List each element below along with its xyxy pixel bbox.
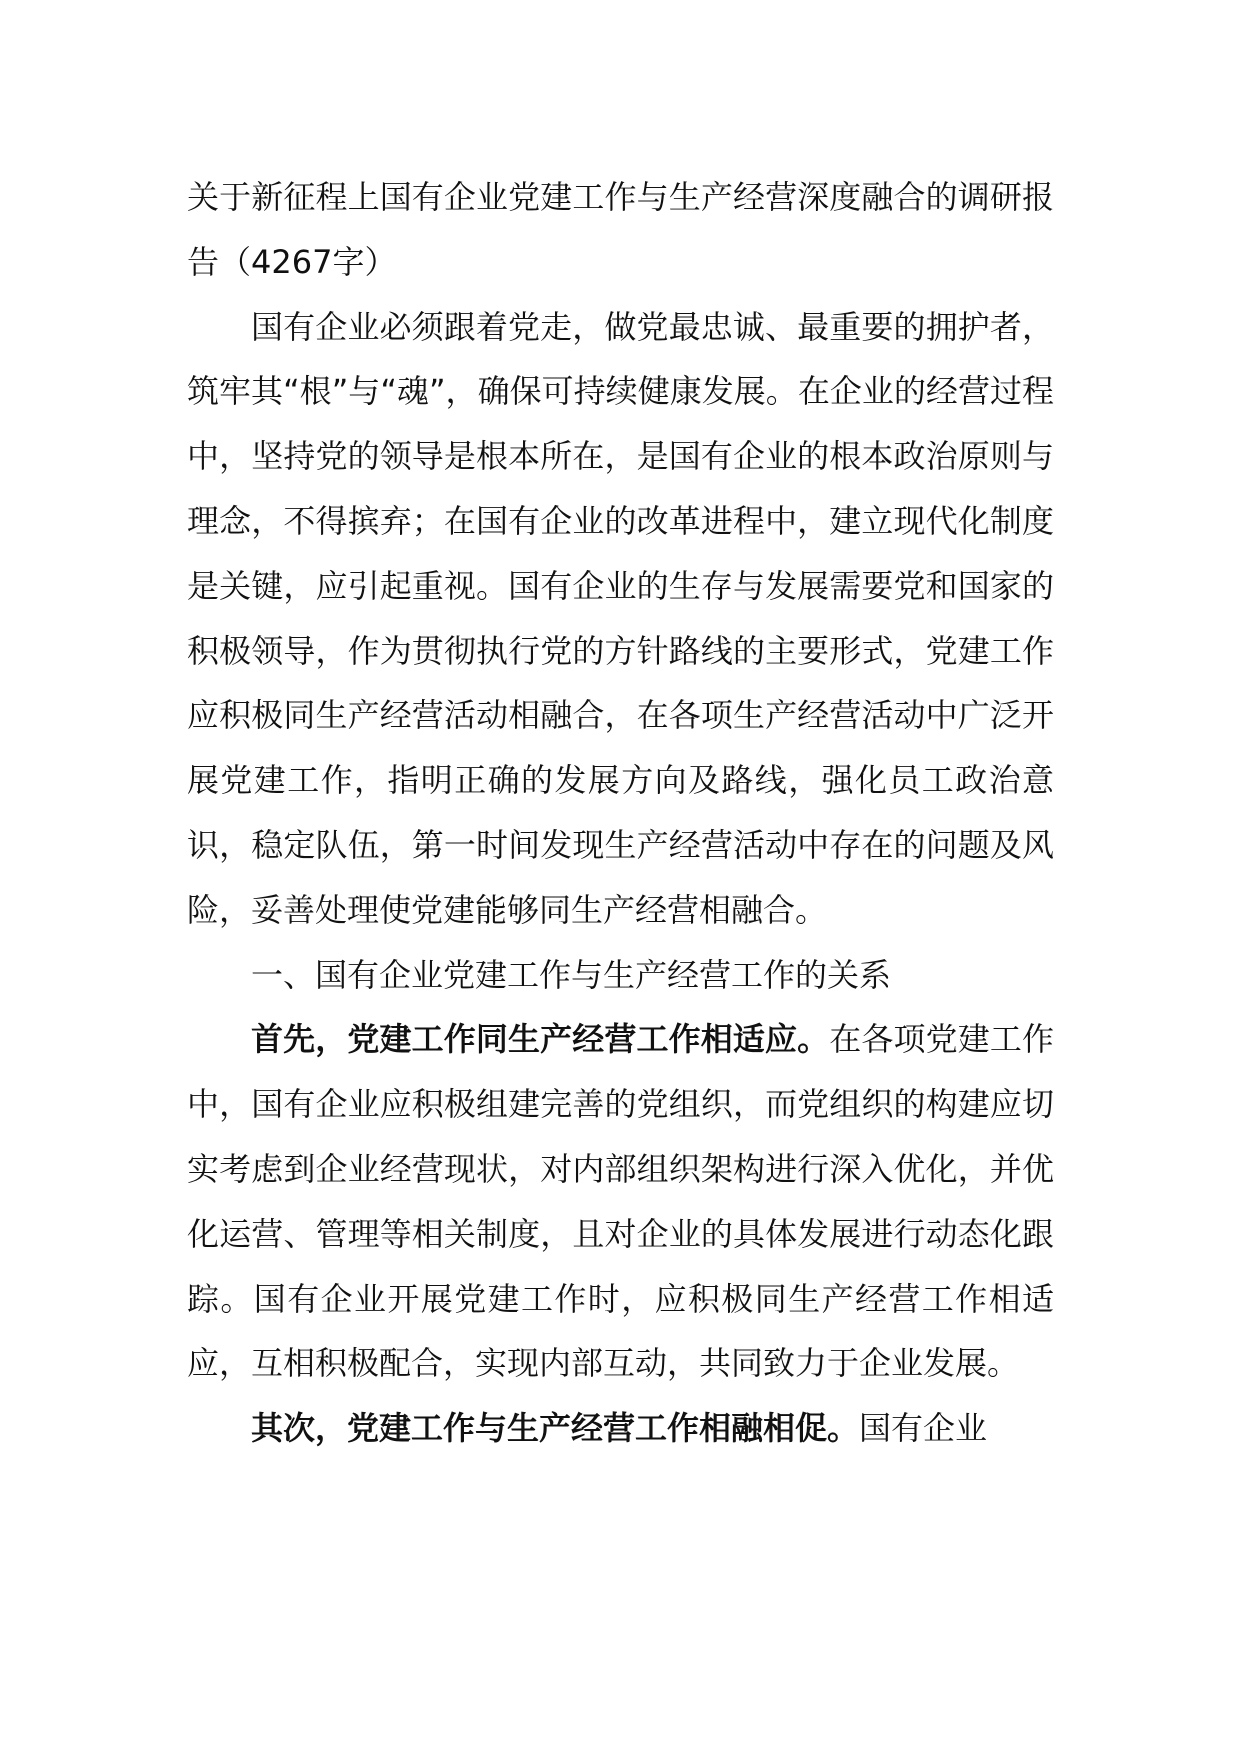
- intro-paragraph: 国有企业必须跟着党走，做党最忠诚、最重要的拥护者，筑牢其“根”与“魂”，确保可持续健康发展。在企业的经营过程中，坚持党的领导是根本所在，是国有企业的根本政治原则与理念，不得摈弃；在国有企业的改革进程中，建立现代化制度是关键，应引起重视。国有企业的生存与发展需要党和国家的积极领导，作为贯彻执行党的方针路线的主要形式，党建工作应积极同生产经营活动相融合，在各项生产经营活动中广泛开展党建工作，指明正确的发展方向及路线，强化员工政治意识，稳定队伍，第一时间发现生产经营活动中存在的问题及风险，妥善处理使党建能够同生产经营相融合。: [187, 307, 1054, 929]
- document-body: [187, 165, 1054, 1461]
- paragraph-first-lead: 首先，党建工作同生产经营工作相适应。: [251, 1020, 830, 1059]
- document-title: 关于新征程上国有企业党建工作与生产经营深度融合的调研报告（4267字）: [187, 178, 1054, 281]
- paragraph-second-lead: 其次，党建工作与生产经营工作相融相促。: [251, 1409, 860, 1448]
- paragraph-second: [187, 1396, 1054, 1461]
- paragraph-first-body: 在各项党建工作中，国有企业应积极组建完善的党组织，而党组织的构建应切实考虑到企业经营现状，对内部组织架构进行深入优化，并优化运营、管理等相关制度，且对企业的具体发展进行动态化跟踪。国有企业开展党建工作时，应积极同生产经营工作相适应，互相积极配合，实现内部互动，共同致力于企业发展。: [187, 1020, 1054, 1383]
- section-heading: 一、国有企业党建工作与生产经营工作的关系: [251, 955, 892, 994]
- paragraph-second-body: 国有企业: [859, 1409, 988, 1448]
- paragraph-first: [187, 1007, 1054, 1396]
